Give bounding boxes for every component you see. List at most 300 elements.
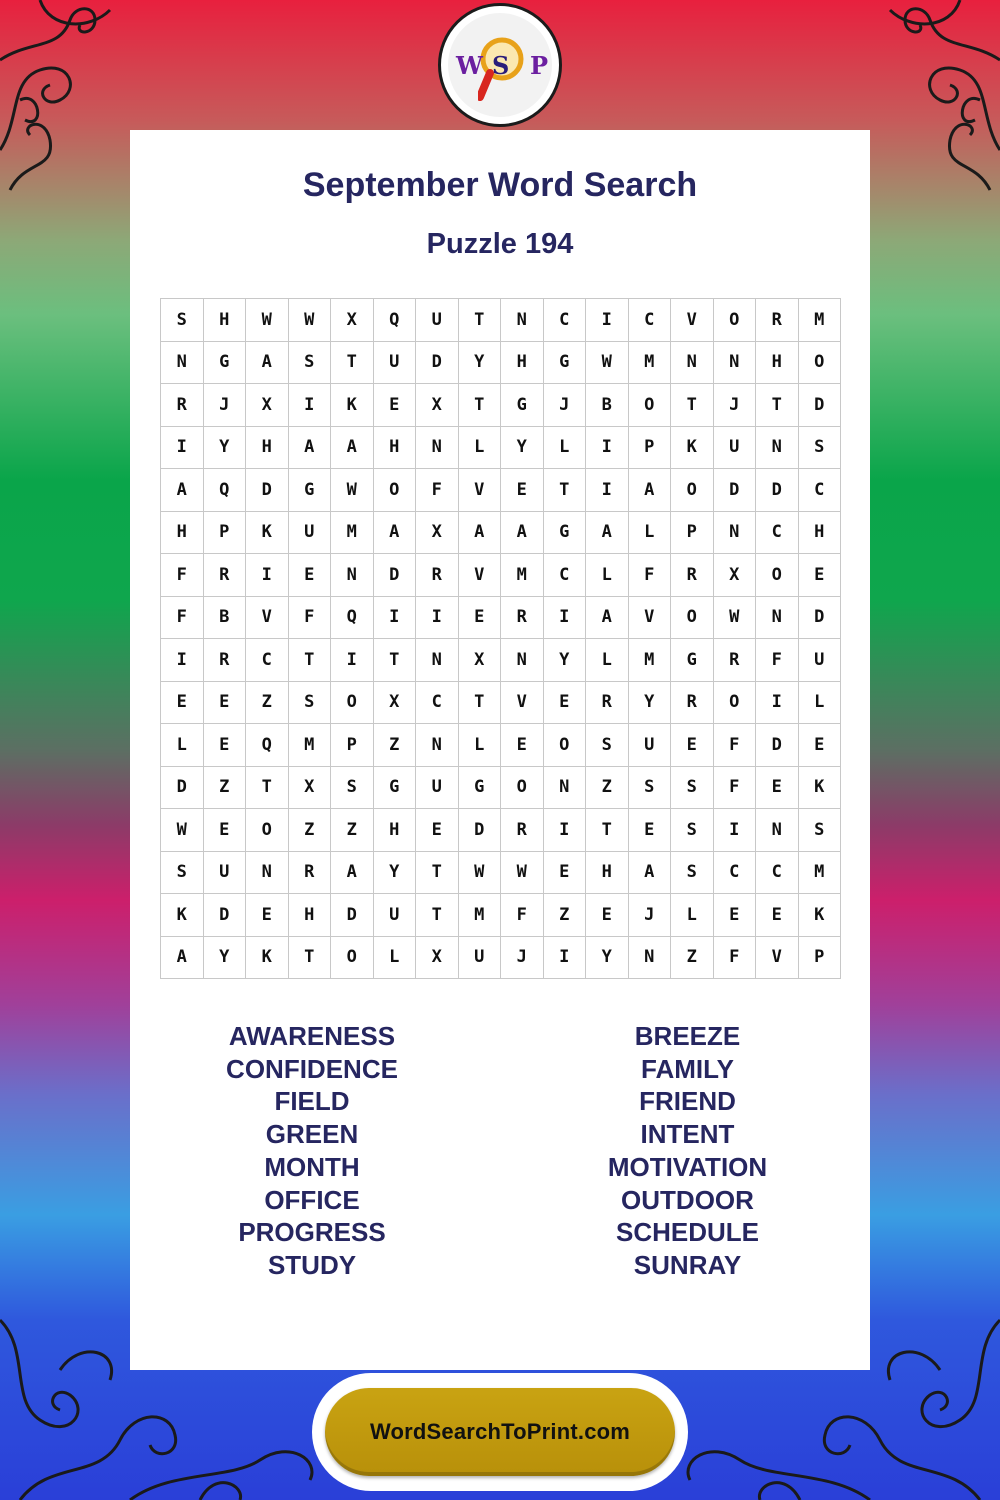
grid-cell[interactable]: K: [798, 894, 841, 937]
grid-cell[interactable]: Y: [501, 426, 544, 469]
grid-cell[interactable]: N: [246, 851, 289, 894]
grid-cell[interactable]: D: [458, 809, 501, 852]
grid-cell[interactable]: N: [416, 426, 459, 469]
grid-cell[interactable]: S: [288, 681, 331, 724]
grid-cell[interactable]: F: [161, 554, 204, 597]
grid-cell[interactable]: M: [458, 894, 501, 937]
grid-cell[interactable]: N: [628, 936, 671, 979]
grid-cell[interactable]: C: [246, 639, 289, 682]
grid-cell[interactable]: V: [671, 299, 714, 342]
grid-cell[interactable]: M: [628, 341, 671, 384]
grid-cell[interactable]: I: [543, 809, 586, 852]
grid-cell[interactable]: T: [416, 894, 459, 937]
word-list-item: FIELD: [274, 1086, 350, 1117]
grid-cell[interactable]: K: [671, 426, 714, 469]
grid-row: [161, 724, 841, 767]
grid-cell[interactable]: C: [713, 851, 756, 894]
grid-cell[interactable]: Q: [203, 469, 246, 512]
grid-cell[interactable]: E: [203, 809, 246, 852]
grid-cell[interactable]: L: [628, 511, 671, 554]
grid-cell[interactable]: E: [203, 681, 246, 724]
grid-cell[interactable]: O: [373, 469, 416, 512]
grid-cell[interactable]: G: [501, 384, 544, 427]
grid-cell[interactable]: E: [501, 724, 544, 767]
grid-cell[interactable]: C: [628, 299, 671, 342]
puzzle-card: [130, 130, 870, 1370]
grid-cell[interactable]: M: [798, 851, 841, 894]
grid-cell[interactable]: M: [501, 554, 544, 597]
grid-cell[interactable]: N: [416, 724, 459, 767]
grid-cell[interactable]: N: [713, 341, 756, 384]
logo-letter-w: W: [456, 51, 483, 80]
word-list-item: MONTH: [264, 1151, 360, 1182]
grid-cell[interactable]: L: [458, 426, 501, 469]
grid-cell[interactable]: E: [543, 851, 586, 894]
grid-cell[interactable]: N: [756, 809, 799, 852]
grid-cell[interactable]: C: [798, 469, 841, 512]
grid-row: [161, 299, 841, 342]
grid-cell[interactable]: Z: [373, 724, 416, 767]
grid-cell[interactable]: Y: [586, 936, 629, 979]
grid-cell[interactable]: E: [288, 554, 331, 597]
grid-cell[interactable]: Q: [331, 596, 374, 639]
grid-cell[interactable]: I: [416, 596, 459, 639]
grid-cell[interactable]: J: [713, 384, 756, 427]
grid-cell[interactable]: P: [331, 724, 374, 767]
grid-cell[interactable]: E: [671, 724, 714, 767]
grid-cell[interactable]: H: [756, 341, 799, 384]
grid-cell[interactable]: T: [756, 384, 799, 427]
grid-cell[interactable]: I: [586, 469, 629, 512]
grid-cell[interactable]: I: [543, 596, 586, 639]
grid-row: [161, 809, 841, 852]
grid-cell[interactable]: A: [628, 851, 671, 894]
grid-cell[interactable]: E: [246, 894, 289, 937]
grid-cell[interactable]: W: [288, 299, 331, 342]
grid-cell[interactable]: Y: [458, 341, 501, 384]
grid-cell[interactable]: A: [458, 511, 501, 554]
grid-cell[interactable]: T: [458, 681, 501, 724]
grid-cell[interactable]: Q: [246, 724, 289, 767]
grid-cell[interactable]: A: [161, 469, 204, 512]
grid-cell[interactable]: D: [203, 894, 246, 937]
grid-cell[interactable]: W: [586, 341, 629, 384]
puzzle-title: September Word Search: [302, 166, 698, 204]
grid-cell[interactable]: D: [756, 469, 799, 512]
word-list-item: OFFICE: [264, 1184, 360, 1215]
grid-cell[interactable]: T: [416, 851, 459, 894]
grid-cell[interactable]: U: [713, 426, 756, 469]
grid-cell[interactable]: V: [246, 596, 289, 639]
grid-cell[interactable]: Z: [203, 766, 246, 809]
grid-row: [161, 384, 841, 427]
grid-cell[interactable]: H: [586, 851, 629, 894]
grid-cell[interactable]: O: [798, 341, 841, 384]
grid-cell[interactable]: K: [246, 511, 289, 554]
grid-row: [161, 681, 841, 724]
grid-cell[interactable]: L: [586, 639, 629, 682]
grid-cell[interactable]: F: [713, 724, 756, 767]
corner-ornament-top-left: [0, 0, 150, 200]
word-list-item: PROGRESS: [238, 1217, 386, 1248]
grid-cell[interactable]: G: [543, 341, 586, 384]
grid-cell[interactable]: E: [756, 894, 799, 937]
grid-cell[interactable]: T: [373, 639, 416, 682]
grid-cell[interactable]: I: [713, 809, 756, 852]
grid-cell[interactable]: A: [586, 596, 629, 639]
grid-cell[interactable]: U: [203, 851, 246, 894]
grid-cell[interactable]: E: [713, 894, 756, 937]
grid-cell[interactable]: C: [543, 299, 586, 342]
grid-cell[interactable]: E: [501, 469, 544, 512]
grid-cell[interactable]: I: [331, 639, 374, 682]
grid-cell[interactable]: L: [671, 894, 714, 937]
grid-cell[interactable]: Z: [543, 894, 586, 937]
footer-pill: [312, 1373, 688, 1491]
logo-letter-s: S: [492, 51, 510, 80]
grid-cell[interactable]: Y: [203, 936, 246, 979]
word-list-item: STUDY: [267, 1249, 357, 1280]
grid-cell[interactable]: L: [586, 554, 629, 597]
grid-cell[interactable]: A: [331, 426, 374, 469]
grid-cell[interactable]: L: [798, 681, 841, 724]
grid-cell[interactable]: X: [331, 299, 374, 342]
grid-cell[interactable]: A: [586, 511, 629, 554]
grid-cell[interactable]: X: [416, 936, 459, 979]
grid-cell[interactable]: O: [713, 681, 756, 724]
grid-row: [161, 511, 841, 554]
grid-cell[interactable]: N: [331, 554, 374, 597]
grid-cell[interactable]: Z: [586, 766, 629, 809]
grid-cell[interactable]: M: [331, 511, 374, 554]
grid-cell[interactable]: F: [501, 894, 544, 937]
word-list-item: AWARENESS: [228, 1021, 396, 1051]
grid-cell[interactable]: P: [671, 511, 714, 554]
grid-cell[interactable]: A: [288, 426, 331, 469]
grid-cell[interactable]: F: [416, 469, 459, 512]
grid-cell[interactable]: E: [543, 681, 586, 724]
word-list-left-column: [130, 1020, 494, 1282]
grid-cell[interactable]: E: [586, 894, 629, 937]
grid-cell[interactable]: S: [161, 299, 204, 342]
grid-cell[interactable]: H: [501, 341, 544, 384]
grid-cell[interactable]: S: [331, 766, 374, 809]
grid-row: [161, 936, 841, 979]
word-list-item: FAMILY: [641, 1053, 734, 1084]
grid-cell[interactable]: O: [331, 936, 374, 979]
grid-cell[interactable]: T: [288, 936, 331, 979]
grid-cell[interactable]: X: [458, 639, 501, 682]
grid-cell[interactable]: E: [798, 724, 841, 767]
grid-cell[interactable]: T: [288, 639, 331, 682]
grid-cell[interactable]: N: [543, 766, 586, 809]
grid-cell[interactable]: N: [671, 341, 714, 384]
grid-cell[interactable]: N: [756, 426, 799, 469]
grid-cell[interactable]: S: [288, 341, 331, 384]
grid-cell[interactable]: I: [756, 681, 799, 724]
grid-cell[interactable]: P: [203, 511, 246, 554]
grid-cell[interactable]: Z: [671, 936, 714, 979]
grid-cell[interactable]: V: [458, 554, 501, 597]
grid-cell[interactable]: L: [543, 426, 586, 469]
grid-cell[interactable]: I: [161, 639, 204, 682]
grid-cell[interactable]: E: [161, 681, 204, 724]
grid-row: [161, 851, 841, 894]
grid-cell[interactable]: I: [288, 384, 331, 427]
grid-cell[interactable]: K: [246, 936, 289, 979]
grid-cell[interactable]: W: [246, 299, 289, 342]
grid-cell[interactable]: O: [246, 809, 289, 852]
grid-cell[interactable]: V: [756, 936, 799, 979]
grid-cell[interactable]: O: [671, 596, 714, 639]
grid-cell[interactable]: W: [501, 851, 544, 894]
grid-cell[interactable]: X: [416, 384, 459, 427]
grid-cell[interactable]: A: [501, 511, 544, 554]
grid-cell[interactable]: T: [246, 766, 289, 809]
grid-cell[interactable]: E: [416, 809, 459, 852]
grid-cell[interactable]: R: [501, 809, 544, 852]
grid-cell[interactable]: D: [798, 384, 841, 427]
grid-cell[interactable]: S: [671, 809, 714, 852]
grid-cell[interactable]: E: [628, 809, 671, 852]
grid-cell[interactable]: D: [756, 724, 799, 767]
grid-cell[interactable]: Q: [373, 299, 416, 342]
grid-cell[interactable]: S: [798, 809, 841, 852]
grid-cell[interactable]: L: [373, 936, 416, 979]
grid-cell[interactable]: I: [586, 426, 629, 469]
word-list-item: BREEZE: [634, 1021, 741, 1051]
grid-cell[interactable]: H: [246, 426, 289, 469]
grid-cell[interactable]: J: [501, 936, 544, 979]
grid-cell[interactable]: S: [798, 426, 841, 469]
grid-cell[interactable]: R: [713, 639, 756, 682]
grid-cell[interactable]: X: [288, 766, 331, 809]
grid-cell[interactable]: P: [628, 426, 671, 469]
grid-cell[interactable]: V: [458, 469, 501, 512]
grid-cell[interactable]: U: [416, 766, 459, 809]
grid-cell[interactable]: E: [373, 384, 416, 427]
grid-cell[interactable]: J: [543, 384, 586, 427]
grid-cell[interactable]: S: [161, 851, 204, 894]
grid-cell[interactable]: U: [373, 894, 416, 937]
grid-cell[interactable]: R: [203, 554, 246, 597]
logo-badge: [448, 13, 552, 117]
grid-cell[interactable]: A: [373, 511, 416, 554]
word-list-item: OUTDOOR: [621, 1184, 754, 1215]
grid-cell[interactable]: V: [628, 596, 671, 639]
grid-cell[interactable]: T: [331, 341, 374, 384]
grid-cell[interactable]: H: [203, 299, 246, 342]
grid-cell[interactable]: C: [756, 851, 799, 894]
grid-cell[interactable]: S: [586, 724, 629, 767]
grid-cell[interactable]: H: [798, 511, 841, 554]
grid-cell[interactable]: Y: [373, 851, 416, 894]
grid-cell[interactable]: N: [756, 596, 799, 639]
grid-cell[interactable]: K: [798, 766, 841, 809]
grid-cell[interactable]: R: [671, 681, 714, 724]
grid-cell[interactable]: R: [756, 299, 799, 342]
grid-cell[interactable]: R: [161, 384, 204, 427]
grid-cell[interactable]: S: [628, 766, 671, 809]
grid-cell[interactable]: N: [501, 299, 544, 342]
grid-cell[interactable]: D: [798, 596, 841, 639]
word-list-item: FRIEND: [639, 1086, 736, 1117]
grid-cell[interactable]: T: [458, 299, 501, 342]
grid-cell[interactable]: H: [373, 426, 416, 469]
grid-cell[interactable]: K: [161, 894, 204, 937]
grid-cell[interactable]: I: [543, 936, 586, 979]
grid-cell[interactable]: O: [713, 299, 756, 342]
grid-cell[interactable]: G: [543, 511, 586, 554]
grid-cell[interactable]: F: [713, 936, 756, 979]
website-link-text: WordSearchToPrint.com: [369, 1419, 631, 1444]
grid-cell[interactable]: T: [586, 809, 629, 852]
grid-cell[interactable]: O: [628, 384, 671, 427]
grid-cell[interactable]: N: [501, 639, 544, 682]
grid-cell[interactable]: D: [246, 469, 289, 512]
grid-cell[interactable]: R: [671, 554, 714, 597]
grid-cell[interactable]: S: [671, 851, 714, 894]
grid-row: [161, 426, 841, 469]
grid-row: [161, 341, 841, 384]
grid-cell[interactable]: Y: [203, 426, 246, 469]
grid-cell[interactable]: V: [501, 681, 544, 724]
grid-cell[interactable]: F: [713, 766, 756, 809]
grid-cell[interactable]: R: [501, 596, 544, 639]
letter-grid: [160, 298, 841, 979]
grid-cell[interactable]: F: [756, 639, 799, 682]
grid-cell[interactable]: W: [161, 809, 204, 852]
grid-cell[interactable]: R: [586, 681, 629, 724]
grid-cell[interactable]: Z: [246, 681, 289, 724]
grid-cell[interactable]: D: [331, 894, 374, 937]
website-link-button[interactable]: [325, 1388, 675, 1476]
grid-cell[interactable]: Z: [331, 809, 374, 852]
wsp-logo[interactable]: [438, 3, 562, 127]
grid-cell[interactable]: G: [671, 639, 714, 682]
grid-row: [161, 639, 841, 682]
grid-cell[interactable]: W: [713, 596, 756, 639]
grid-cell[interactable]: U: [458, 936, 501, 979]
grid-cell[interactable]: N: [713, 511, 756, 554]
grid-cell[interactable]: U: [628, 724, 671, 767]
grid-cell[interactable]: K: [331, 384, 374, 427]
grid-cell[interactable]: Y: [543, 639, 586, 682]
grid-cell[interactable]: G: [373, 766, 416, 809]
grid-cell[interactable]: X: [713, 554, 756, 597]
grid-cell[interactable]: H: [373, 809, 416, 852]
grid-cell[interactable]: O: [543, 724, 586, 767]
word-list-item: CONFIDENCE: [226, 1053, 398, 1084]
grid-cell[interactable]: B: [586, 384, 629, 427]
grid-cell[interactable]: H: [161, 511, 204, 554]
grid-cell[interactable]: E: [798, 554, 841, 597]
grid-cell[interactable]: M: [628, 639, 671, 682]
word-list-item: MOTIVATION: [607, 1151, 768, 1182]
grid-cell[interactable]: G: [203, 341, 246, 384]
grid-cell[interactable]: N: [416, 639, 459, 682]
grid-cell[interactable]: F: [628, 554, 671, 597]
grid-cell[interactable]: O: [501, 766, 544, 809]
grid-row: [161, 554, 841, 597]
grid-cell[interactable]: W: [458, 851, 501, 894]
grid-cell[interactable]: E: [203, 724, 246, 767]
grid-cell[interactable]: I: [161, 426, 204, 469]
grid-cell[interactable]: Z: [288, 809, 331, 852]
grid-cell[interactable]: L: [458, 724, 501, 767]
grid-cell[interactable]: X: [373, 681, 416, 724]
grid-cell[interactable]: U: [288, 511, 331, 554]
grid-cell[interactable]: D: [161, 766, 204, 809]
grid-cell[interactable]: L: [161, 724, 204, 767]
grid-cell[interactable]: I: [246, 554, 289, 597]
grid-cell[interactable]: E: [458, 596, 501, 639]
word-list-item: SUNRAY: [633, 1249, 742, 1280]
grid-cell[interactable]: O: [756, 554, 799, 597]
grid-cell[interactable]: T: [458, 384, 501, 427]
grid-cell[interactable]: R: [416, 554, 459, 597]
grid-cell[interactable]: C: [756, 511, 799, 554]
grid-cell[interactable]: H: [288, 894, 331, 937]
grid-cell[interactable]: D: [713, 469, 756, 512]
grid-cell[interactable]: S: [671, 766, 714, 809]
grid-cell[interactable]: O: [331, 681, 374, 724]
grid-cell[interactable]: F: [161, 596, 204, 639]
grid-cell[interactable]: A: [628, 469, 671, 512]
logo-letter-p: P: [530, 51, 549, 80]
grid-cell[interactable]: D: [416, 341, 459, 384]
grid-cell[interactable]: M: [288, 724, 331, 767]
grid-cell[interactable]: U: [373, 341, 416, 384]
grid-cell[interactable]: G: [288, 469, 331, 512]
grid-cell[interactable]: A: [161, 936, 204, 979]
grid-cell[interactable]: N: [161, 341, 204, 384]
grid-cell[interactable]: X: [416, 511, 459, 554]
grid-cell[interactable]: J: [628, 894, 671, 937]
grid-cell[interactable]: A: [246, 341, 289, 384]
grid-cell[interactable]: U: [416, 299, 459, 342]
grid-cell[interactable]: F: [288, 596, 331, 639]
grid-cell[interactable]: G: [458, 766, 501, 809]
word-list-right-column: [500, 1020, 875, 1282]
grid-cell[interactable]: M: [798, 299, 841, 342]
grid-cell[interactable]: I: [373, 596, 416, 639]
grid-row: [161, 766, 841, 809]
word-list-item: INTENT: [640, 1119, 735, 1150]
grid-cell[interactable]: I: [586, 299, 629, 342]
grid-cell[interactable]: D: [373, 554, 416, 597]
word-list-item: GREEN: [265, 1119, 359, 1150]
grid-cell[interactable]: X: [246, 384, 289, 427]
grid-cell[interactable]: W: [331, 469, 374, 512]
grid-row: [161, 469, 841, 512]
grid-cell[interactable]: P: [798, 936, 841, 979]
grid-cell[interactable]: C: [416, 681, 459, 724]
grid-cell[interactable]: E: [756, 766, 799, 809]
grid-cell[interactable]: B: [203, 596, 246, 639]
word-list-item: SCHEDULE: [615, 1217, 759, 1248]
grid-cell[interactable]: J: [203, 384, 246, 427]
grid-cell[interactable]: T: [543, 469, 586, 512]
grid-cell[interactable]: T: [671, 384, 714, 427]
grid-cell[interactable]: R: [288, 851, 331, 894]
grid-cell[interactable]: A: [331, 851, 374, 894]
grid-cell[interactable]: O: [671, 469, 714, 512]
grid-cell[interactable]: U: [798, 639, 841, 682]
grid-cell[interactable]: C: [543, 554, 586, 597]
grid-cell[interactable]: Y: [628, 681, 671, 724]
grid-cell[interactable]: R: [203, 639, 246, 682]
